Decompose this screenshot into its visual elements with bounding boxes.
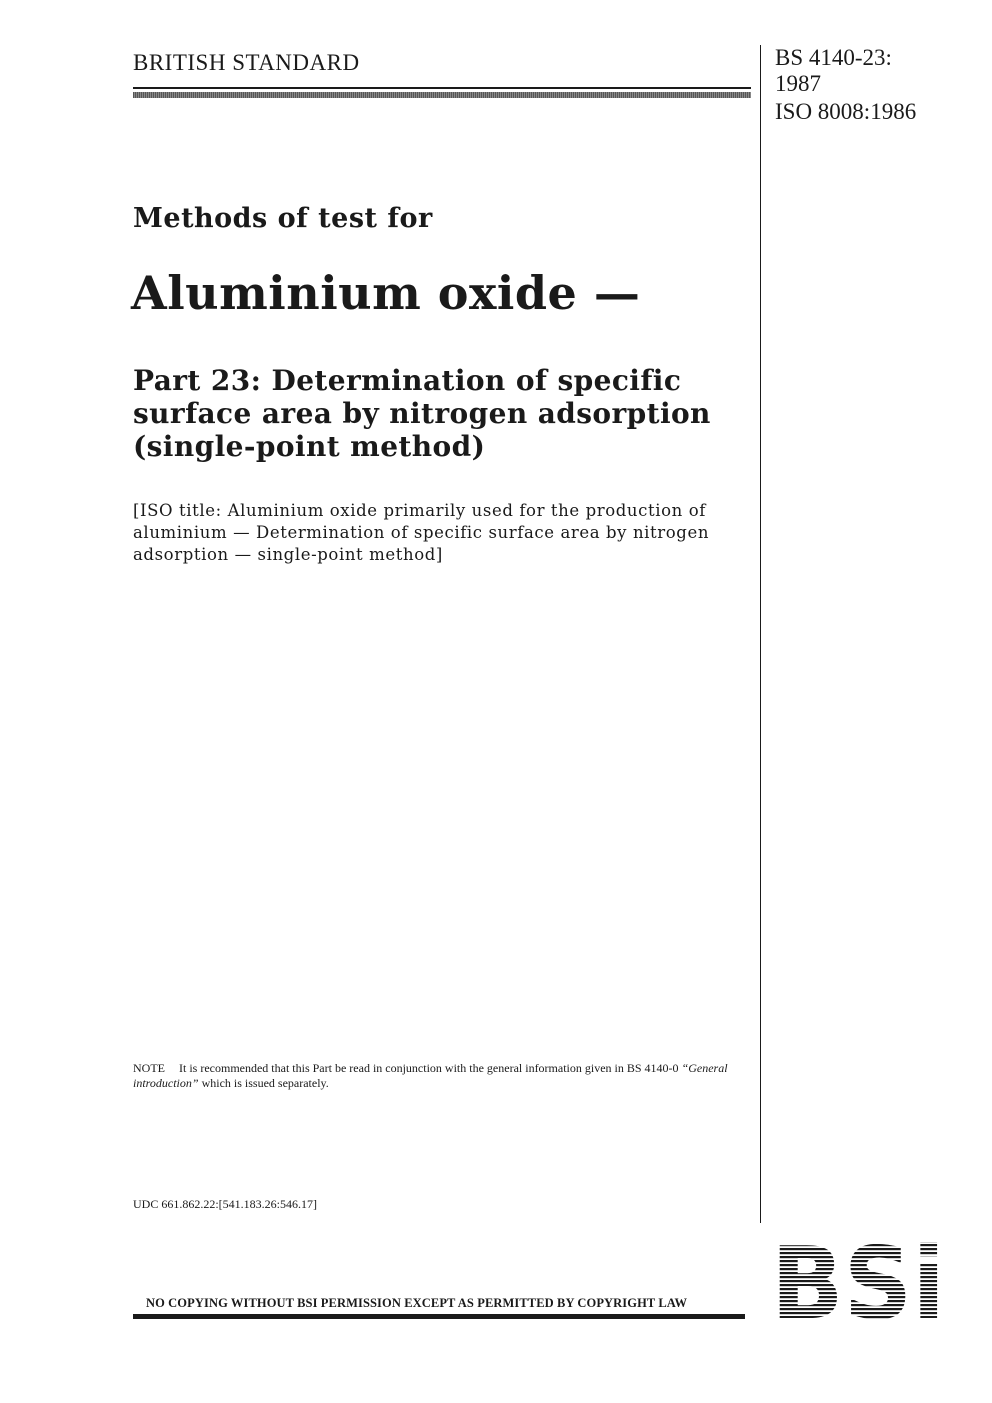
iso-title: [133, 500, 751, 566]
footer-rule: [133, 1314, 745, 1319]
note-text-italic: “General introduction”: [133, 1061, 728, 1090]
header-shaded-rule: [133, 92, 751, 98]
standard-number-line1: BS 4140-23:: [775, 45, 892, 70]
part-title-line2: surface area by nitrogen adsorption: [133, 397, 711, 430]
part-title-line3: (single-point method): [133, 430, 486, 463]
standard-number: [775, 45, 892, 97]
part-title-line1: Part 23: Determination of specific: [133, 364, 682, 397]
page-title: Aluminium oxide —: [131, 266, 641, 320]
note-label: NOTE: [133, 1061, 165, 1075]
udc-classification: UDC 661.862.22:[541.183.26:546.17]: [133, 1197, 317, 1211]
document-category-label: BRITISH STANDARD: [133, 50, 360, 75]
note-text-start: It is recommended that this Part be read in conjunction with the general information given in BS 4140-0: [179, 1061, 682, 1075]
title-intro: Methods of test for: [133, 203, 433, 234]
note: [133, 1061, 733, 1091]
iso-number: ISO 8008:1986: [775, 99, 917, 124]
bsi-logo: [770, 1240, 946, 1322]
iso-title-line1: [ISO title: Aluminium oxide primarily used for the production of: [133, 501, 706, 520]
part-title: [133, 364, 743, 463]
note-text-end: which is issued separately.: [198, 1076, 329, 1090]
iso-title-line3: adsorption — single-point method]: [133, 545, 443, 564]
iso-title-line2: aluminium — Determination of specific surface area by nitrogen: [133, 523, 710, 542]
vertical-divider: [760, 45, 761, 1223]
header-rule: [133, 87, 751, 89]
copyright-notice: NO COPYING WITHOUT BSI PERMISSION EXCEPT AS PERMITTED BY COPYRIGHT LAW: [146, 1296, 688, 1310]
standard-number-line2: 1987: [775, 71, 821, 96]
